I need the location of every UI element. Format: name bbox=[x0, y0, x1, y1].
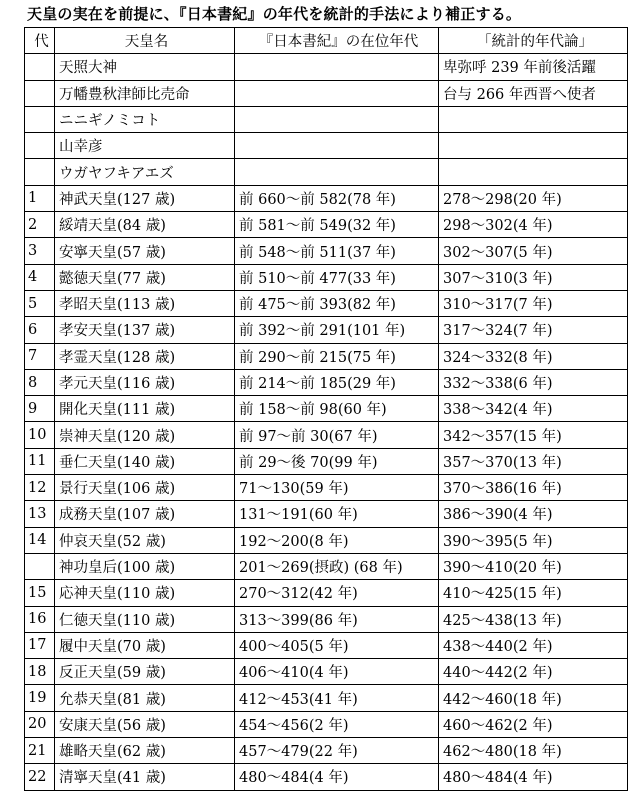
statistical-reign-cell: 310～317(7 年) bbox=[439, 290, 628, 316]
statistical-reign-cell bbox=[439, 133, 628, 159]
nihonshoki-reign-cell: 前 660～前 582(78 年) bbox=[235, 185, 439, 211]
table-row bbox=[25, 422, 628, 448]
table-row bbox=[25, 343, 628, 369]
table-row bbox=[25, 685, 628, 711]
nihonshoki-reign-cell: 前 29～後 70(99 年) bbox=[235, 448, 439, 474]
generation-cell: 2 bbox=[25, 212, 55, 238]
table-row bbox=[25, 317, 628, 343]
table-row bbox=[25, 54, 628, 80]
generation-cell: 1 bbox=[25, 185, 55, 211]
nihonshoki-reign-cell bbox=[235, 80, 439, 106]
generation-cell: 12 bbox=[25, 475, 55, 501]
table-row bbox=[25, 212, 628, 238]
statistical-reign-cell: 438～440(2 年) bbox=[439, 632, 628, 658]
statistical-reign-cell: 480～484(4 年) bbox=[439, 764, 628, 790]
emperor-name-cell: 万幡豊秋津師比売命 bbox=[55, 80, 235, 106]
generation-cell: 18 bbox=[25, 659, 55, 685]
emperor-name-cell: 孝安天皇(137 歳) bbox=[55, 317, 235, 343]
nihonshoki-reign-cell: 前 510～前 477(33 年) bbox=[235, 264, 439, 290]
nihonshoki-reign-cell: 前 214～前 185(29 年) bbox=[235, 369, 439, 395]
emperor-name-cell: 仁徳天皇(110 歳) bbox=[55, 606, 235, 632]
emperor-name-cell: 清寧天皇(41 歳) bbox=[55, 764, 235, 790]
generation-cell bbox=[25, 80, 55, 106]
statistical-reign-cell bbox=[439, 159, 628, 185]
generation-cell bbox=[25, 54, 55, 80]
generation-cell: 16 bbox=[25, 606, 55, 632]
table-row bbox=[25, 632, 628, 658]
table-row bbox=[25, 290, 628, 316]
emperor-name-cell: ウガヤフキアエズ bbox=[55, 159, 235, 185]
nihonshoki-reign-cell: 前 548～前 511(37 年) bbox=[235, 238, 439, 264]
table-row bbox=[25, 185, 628, 211]
table-row bbox=[25, 106, 628, 132]
statistical-reign-cell: 460～462(2 年) bbox=[439, 711, 628, 737]
generation-cell: 21 bbox=[25, 738, 55, 764]
table-row bbox=[25, 738, 628, 764]
table-row bbox=[25, 527, 628, 553]
nihonshoki-reign-cell: 前 475～前 393(82 年) bbox=[235, 290, 439, 316]
table-row bbox=[25, 580, 628, 606]
table-row bbox=[25, 369, 628, 395]
table-row bbox=[25, 133, 628, 159]
statistical-reign-cell bbox=[439, 106, 628, 132]
statistical-reign-cell: 390～410(20 年) bbox=[439, 553, 628, 579]
nihonshoki-reign-cell: 457～479(22 年) bbox=[235, 738, 439, 764]
table-row bbox=[25, 80, 628, 106]
emperor-name-cell: 履中天皇(70 歳) bbox=[55, 632, 235, 658]
emperor-name-cell: 雄略天皇(62 歳) bbox=[55, 738, 235, 764]
statistical-reign-cell: 425～438(13 年) bbox=[439, 606, 628, 632]
emperor-name-cell: 仲哀天皇(52 歳) bbox=[55, 527, 235, 553]
emperor-name-cell: 反正天皇(59 歳) bbox=[55, 659, 235, 685]
emperor-name-cell: 景行天皇(106 歳) bbox=[55, 475, 235, 501]
statistical-reign-cell: 386～390(4 年) bbox=[439, 501, 628, 527]
statistical-reign-cell: 357～370(13 年) bbox=[439, 448, 628, 474]
emperor-name-cell: 孝昭天皇(113 歳) bbox=[55, 290, 235, 316]
generation-cell: 10 bbox=[25, 422, 55, 448]
nihonshoki-reign-cell: 前 290～前 215(75 年) bbox=[235, 343, 439, 369]
nihonshoki-reign-cell: 270～312(42 年) bbox=[235, 580, 439, 606]
nihonshoki-reign-cell bbox=[235, 133, 439, 159]
statistical-reign-cell: 410～425(15 年) bbox=[439, 580, 628, 606]
emperor-name-cell: 成務天皇(107 歳) bbox=[55, 501, 235, 527]
statistical-reign-cell: 298～302(4 年) bbox=[439, 212, 628, 238]
statistical-reign-cell: 324～332(8 年) bbox=[439, 343, 628, 369]
nihonshoki-reign-cell: 406～410(4 年) bbox=[235, 659, 439, 685]
generation-cell: 4 bbox=[25, 264, 55, 290]
statistical-reign-cell: 390～395(5 年) bbox=[439, 527, 628, 553]
emperor-name-cell: 開化天皇(111 歳) bbox=[55, 396, 235, 422]
generation-cell bbox=[25, 159, 55, 185]
nihonshoki-reign-cell: 131～191(60 年) bbox=[235, 501, 439, 527]
statistical-reign-cell: 342～357(15 年) bbox=[439, 422, 628, 448]
emperor-name-cell: 允恭天皇(81 歳) bbox=[55, 685, 235, 711]
nihonshoki-reign-cell: 201～269(摂政) (68 年) bbox=[235, 553, 439, 579]
generation-cell: 15 bbox=[25, 580, 55, 606]
emperor-name-cell: 垂仁天皇(140 歳) bbox=[55, 448, 235, 474]
generation-cell: 8 bbox=[25, 369, 55, 395]
generation-cell bbox=[25, 106, 55, 132]
statistical-reign-cell: 302～307(5 年) bbox=[439, 238, 628, 264]
generation-cell: 9 bbox=[25, 396, 55, 422]
nihonshoki-reign-cell: 71～130(59 年) bbox=[235, 475, 439, 501]
statistical-reign-cell: 370～386(16 年) bbox=[439, 475, 628, 501]
statistical-reign-cell: 332～338(6 年) bbox=[439, 369, 628, 395]
table-row bbox=[25, 396, 628, 422]
nihonshoki-reign-cell: 前 581～前 549(32 年) bbox=[235, 212, 439, 238]
statistical-reign-cell: 338～342(4 年) bbox=[439, 396, 628, 422]
emperor-name-cell: 懿徳天皇(77 歳) bbox=[55, 264, 235, 290]
nihonshoki-reign-cell: 313～399(86 年) bbox=[235, 606, 439, 632]
generation-cell: 22 bbox=[25, 764, 55, 790]
table-body bbox=[25, 54, 628, 790]
statistical-reign-cell: 462～480(18 年) bbox=[439, 738, 628, 764]
emperor-name-cell: 神武天皇(127 歳) bbox=[55, 185, 235, 211]
nihonshoki-reign-cell bbox=[235, 159, 439, 185]
emperor-name-cell: 山幸彦 bbox=[55, 133, 235, 159]
header-generation: 代 bbox=[25, 28, 55, 54]
generation-cell: 19 bbox=[25, 685, 55, 711]
generation-cell: 6 bbox=[25, 317, 55, 343]
emperor-reign-table bbox=[24, 27, 628, 791]
table-row bbox=[25, 159, 628, 185]
generation-cell: 11 bbox=[25, 448, 55, 474]
statistical-reign-cell: 317～324(7 年) bbox=[439, 317, 628, 343]
table-row bbox=[25, 475, 628, 501]
emperor-name-cell: 綏靖天皇(84 歳) bbox=[55, 212, 235, 238]
emperor-name-cell: 安康天皇(56 歳) bbox=[55, 711, 235, 737]
generation-cell: 5 bbox=[25, 290, 55, 316]
emperor-name-cell: ニニギノミコト bbox=[55, 106, 235, 132]
nihonshoki-reign-cell bbox=[235, 106, 439, 132]
table-row bbox=[25, 606, 628, 632]
nihonshoki-reign-cell: 前 392～前 291(101 年) bbox=[235, 317, 439, 343]
generation-cell: 7 bbox=[25, 343, 55, 369]
statistical-reign-cell: 440～442(2 年) bbox=[439, 659, 628, 685]
table-row bbox=[25, 764, 628, 790]
header-nihonshoki-reign: 『日本書紀』の在位年代 bbox=[235, 28, 439, 54]
statistical-reign-cell: 卑弥呼 239 年前後活躍 bbox=[439, 54, 628, 80]
table-row bbox=[25, 238, 628, 264]
generation-cell: 13 bbox=[25, 501, 55, 527]
table-row bbox=[25, 711, 628, 737]
generation-cell: 20 bbox=[25, 711, 55, 737]
emperor-name-cell: 安寧天皇(57 歳) bbox=[55, 238, 235, 264]
table-header-row bbox=[25, 28, 628, 54]
nihonshoki-reign-cell: 前 158～前 98(60 年) bbox=[235, 396, 439, 422]
emperor-name-cell: 孝霊天皇(128 歳) bbox=[55, 343, 235, 369]
emperor-name-cell: 応神天皇(110 歳) bbox=[55, 580, 235, 606]
document-title: 天皇の実在を前提に、『日本書紀』の年代を統計的手法により補正する。 bbox=[27, 5, 522, 23]
emperor-name-cell: 神功皇后(100 歳) bbox=[55, 553, 235, 579]
statistical-reign-cell: 台与 266 年西晋へ使者 bbox=[439, 80, 628, 106]
table-row bbox=[25, 553, 628, 579]
header-statistical-chronology: 「統計的年代論」 bbox=[439, 28, 628, 54]
table-row bbox=[25, 264, 628, 290]
table-row bbox=[25, 659, 628, 685]
nihonshoki-reign-cell: 前 97～前 30(67 年) bbox=[235, 422, 439, 448]
statistical-reign-cell: 278～298(20 年) bbox=[439, 185, 628, 211]
generation-cell bbox=[25, 553, 55, 579]
emperor-name-cell: 孝元天皇(116 歳) bbox=[55, 369, 235, 395]
table-row bbox=[25, 448, 628, 474]
statistical-reign-cell: 307～310(3 年) bbox=[439, 264, 628, 290]
nihonshoki-reign-cell: 400～405(5 年) bbox=[235, 632, 439, 658]
nihonshoki-reign-cell: 192～200(8 年) bbox=[235, 527, 439, 553]
nihonshoki-reign-cell: 412～453(41 年) bbox=[235, 685, 439, 711]
generation-cell bbox=[25, 133, 55, 159]
emperor-name-cell: 崇神天皇(120 歳) bbox=[55, 422, 235, 448]
emperor-name-cell: 天照大神 bbox=[55, 54, 235, 80]
generation-cell: 14 bbox=[25, 527, 55, 553]
generation-cell: 17 bbox=[25, 632, 55, 658]
nihonshoki-reign-cell bbox=[235, 54, 439, 80]
nihonshoki-reign-cell: 454～456(2 年) bbox=[235, 711, 439, 737]
statistical-reign-cell: 442～460(18 年) bbox=[439, 685, 628, 711]
generation-cell: 3 bbox=[25, 238, 55, 264]
table-row bbox=[25, 501, 628, 527]
nihonshoki-reign-cell: 480～484(4 年) bbox=[235, 764, 439, 790]
header-emperor-name: 天皇名 bbox=[55, 28, 235, 54]
